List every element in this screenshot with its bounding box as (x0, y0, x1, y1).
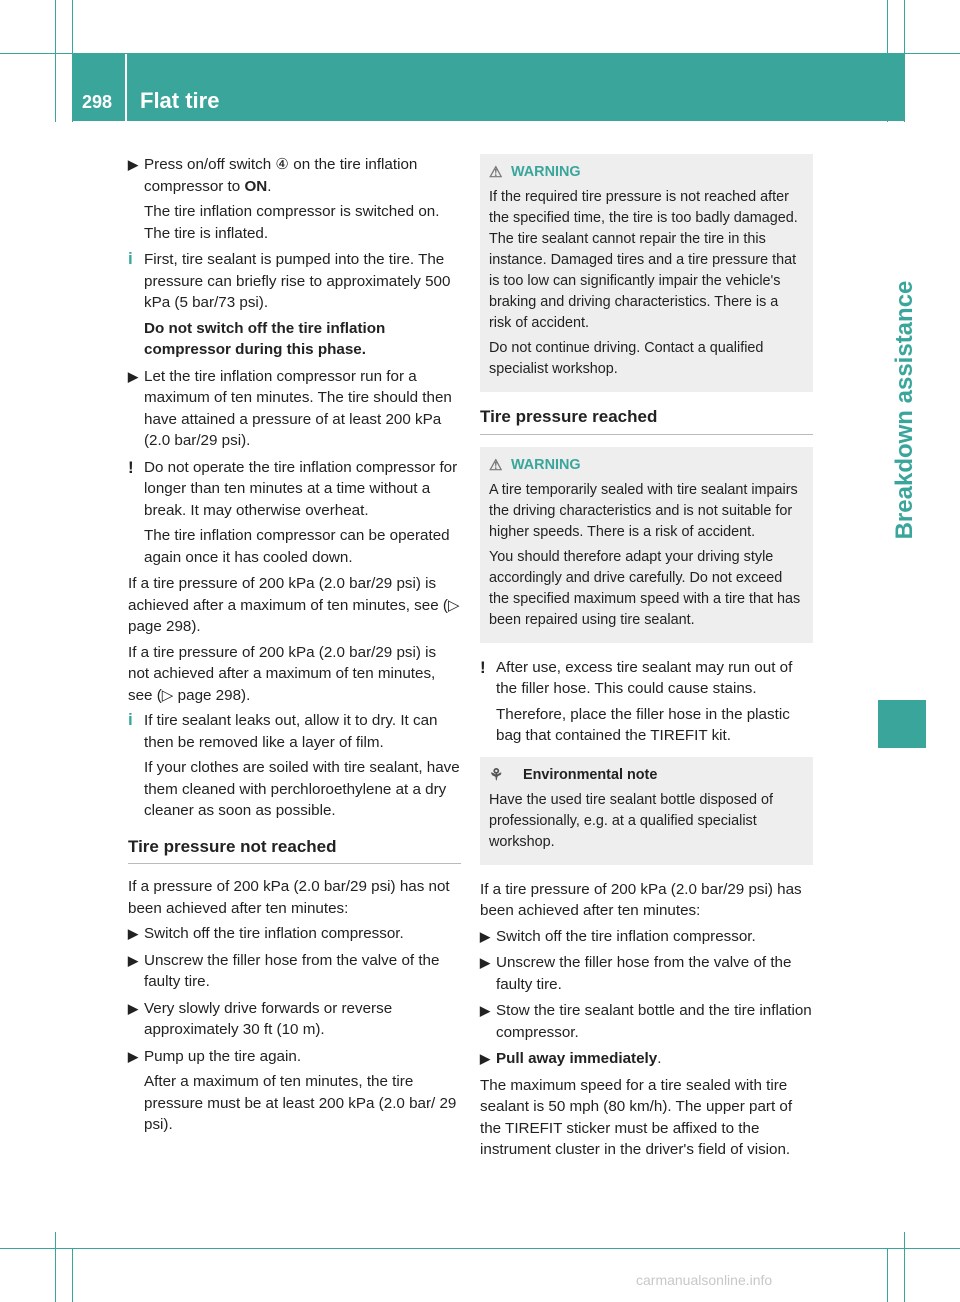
step-item: ▶ Switch off the tire inflation compressor. (128, 923, 461, 945)
step-text: Press on/off switch ④ on the tire inflation compressor to ON. (144, 156, 418, 195)
arrow-icon: ▶ (480, 955, 490, 970)
caution-text: Do not operate the tire inflation compressor for longer than ten minutes at a time without a break. It may otherwise overheat. (144, 458, 458, 519)
crop-mark (904, 0, 905, 122)
section-heading: Tire pressure not reached (128, 836, 461, 865)
watermark: carmanualsonline.info (636, 1272, 773, 1288)
paragraph: If a tire pressure of 200 kPa (2.0 bar/29 psi) is not achieved after a maximum of ten minutes, see (▷ page 298). (128, 643, 437, 704)
page-title: Flat tire (140, 88, 220, 113)
page-number: 298 (82, 92, 113, 112)
caution-text: Therefore, place the filler hose in the plastic bag that contained the TIREFIT kit. (496, 705, 790, 744)
step-item (128, 154, 461, 244)
info-text: If tire sealant leaks out, allow it to dry. It can then be removed like a layer of film. (144, 712, 438, 751)
warning-icon: ⚠ (489, 456, 503, 474)
page-ref-icon: ▷ (447, 596, 460, 614)
switch-number-icon: ④ (275, 156, 290, 173)
warning-text: A tire temporarily sealed with tire sealant impairs the driving characteristics and is not suitable for higher speeds. There is a risk of accident. (489, 481, 798, 540)
arrow-icon: ▶ (480, 1003, 490, 1018)
paragraph: If a pressure of 200 kPa (2.0 bar/29 psi) has not been achieved after ten minutes: (128, 878, 450, 917)
header-divider (125, 54, 127, 121)
info-text-bold: Do not switch off the tire inflation compressor during this phase. (144, 319, 386, 358)
side-section-label-text: Breakdown assistance (891, 280, 918, 540)
arrow-icon: ▶ (128, 157, 138, 172)
step-item: ▶ Pull away immediately. (480, 1048, 813, 1070)
caution-text: After use, excess tire sealant may run out of the filler hose. This could cause stains. (496, 658, 793, 697)
info-text: First, tire sealant is pumped into the tire. The pressure can briefly rise to approximately 500 kPa (5 bar/73 psi). (144, 251, 451, 311)
paragraph: The maximum speed for a tire sealed with tire sealant is 50 mph (80 km/h). The upper part of the TIREFIT sticker must be affixed to the instrument cluster in the driver's field of vision. (480, 1076, 793, 1158)
info-note (128, 710, 461, 822)
arrow-icon: ▶ (480, 928, 490, 944)
warning-header: ⚠ WARNING (489, 456, 581, 474)
side-tab (878, 700, 926, 748)
step-item: ▶ Pump up the tire again. After a maximum of ten minutes, the tire pressure must be at least 200 kPa (2.0 bar/ 29 psi). (128, 1046, 461, 1136)
warning-text: Do not continue driving. Contact a qualified specialist workshop. (489, 340, 764, 377)
section-heading: Tire pressure reached (480, 406, 813, 435)
step-item: ▶ Very slowly drive forwards or reverse approximately 30 ft (10 m). (128, 999, 393, 1038)
caution-note (128, 457, 461, 569)
arrow-icon: ▶ (128, 368, 138, 384)
exclamation-icon: ! (128, 457, 134, 477)
info-note (128, 249, 461, 361)
step-item: ▶ Unscrew the filler hose from the valve of the faulty tire. (128, 951, 440, 990)
side-section-label (890, 120, 920, 700)
paragraph: If a tire pressure of 200 kPa (2.0 bar/29 psi) is achieved after a maximum of ten minutes, see (▷ page 298). (128, 575, 460, 635)
info-icon: i (128, 710, 133, 729)
arrow-icon: ▶ (128, 1048, 138, 1064)
arrow-icon: ▶ (128, 952, 138, 968)
step-result: The tire inflation compressor is switched on. The tire is inflated. (144, 203, 440, 242)
arrow-icon: ▶ (128, 926, 138, 941)
right-column (480, 154, 813, 1165)
crop-mark (904, 1232, 905, 1302)
warning-header: ⚠ WARNING (489, 164, 581, 181)
caution-note (480, 657, 813, 747)
warning-icon: ⚠ (489, 164, 503, 181)
info-icon: i (128, 249, 133, 268)
crop-mark (887, 1248, 888, 1302)
step-item: ▶ Stow the tire sealant bottle and the tire inflation compressor. (480, 1002, 812, 1041)
warning-text: You should therefore adapt your driving style accordingly and drive carefully. Do not exceed the specified maximum speed with a tire that has been repaired using tire sealant. (489, 548, 801, 628)
crop-mark (55, 1232, 56, 1302)
arrow-icon: ▶ (128, 1000, 138, 1016)
crop-mark (72, 1248, 73, 1302)
step-item: ▶ Switch off the tire inflation compressor. (480, 926, 813, 948)
warning-text: If the required tire pressure is not reached after the specified time, the tire is too badly damaged. The tire sealant cannot repair the tire in this instance. Damaged tires and a tire pressure that is too low can significantly impair the vehicle's braking and driving characteristics. There is a risk of accident. (489, 189, 798, 331)
step-item: ▶ Unscrew the filler hose from the valve of the faulty tire. (480, 954, 792, 993)
step-result: After a maximum of ten minutes, the tire pressure must be at least 200 kPa (2.0 bar/ 29 psi). (144, 1073, 457, 1133)
step-text: Let the tire inflation compressor run for a maximum of ten minutes. The tire should then have attained a pressure of at least 200 kPa (2.0 bar/29 psi). (144, 367, 452, 449)
caution-text: The tire inflation compressor can be operated again once it has cooled down. (144, 527, 450, 566)
environmental-note-header: ⚘ Environmental note (489, 766, 658, 784)
warning-box (480, 447, 813, 643)
environmental-note-box (480, 757, 813, 865)
environmental-note-text: Have the used tire sealant bottle disposed of professionally, e.g. at a qualified specialist workshop. (489, 791, 773, 850)
paragraph: If a tire pressure of 200 kPa (2.0 bar/29 psi) has been achieved after ten minutes: (480, 880, 802, 919)
left-column (128, 154, 461, 1141)
arrow-icon: ▶ (480, 1051, 490, 1066)
environment-icon: ⚘ (489, 766, 504, 784)
crop-mark (0, 1248, 960, 1249)
info-text: If your clothes are soiled with tire sealant, have them cleaned with perchloroethylene at a dry cleaner as soon as possible. (144, 759, 460, 819)
exclamation-icon: ! (480, 657, 486, 677)
crop-mark (55, 0, 56, 122)
step-item (128, 366, 461, 452)
warning-box (480, 154, 813, 392)
page-ref-icon: ▷ (161, 686, 174, 704)
